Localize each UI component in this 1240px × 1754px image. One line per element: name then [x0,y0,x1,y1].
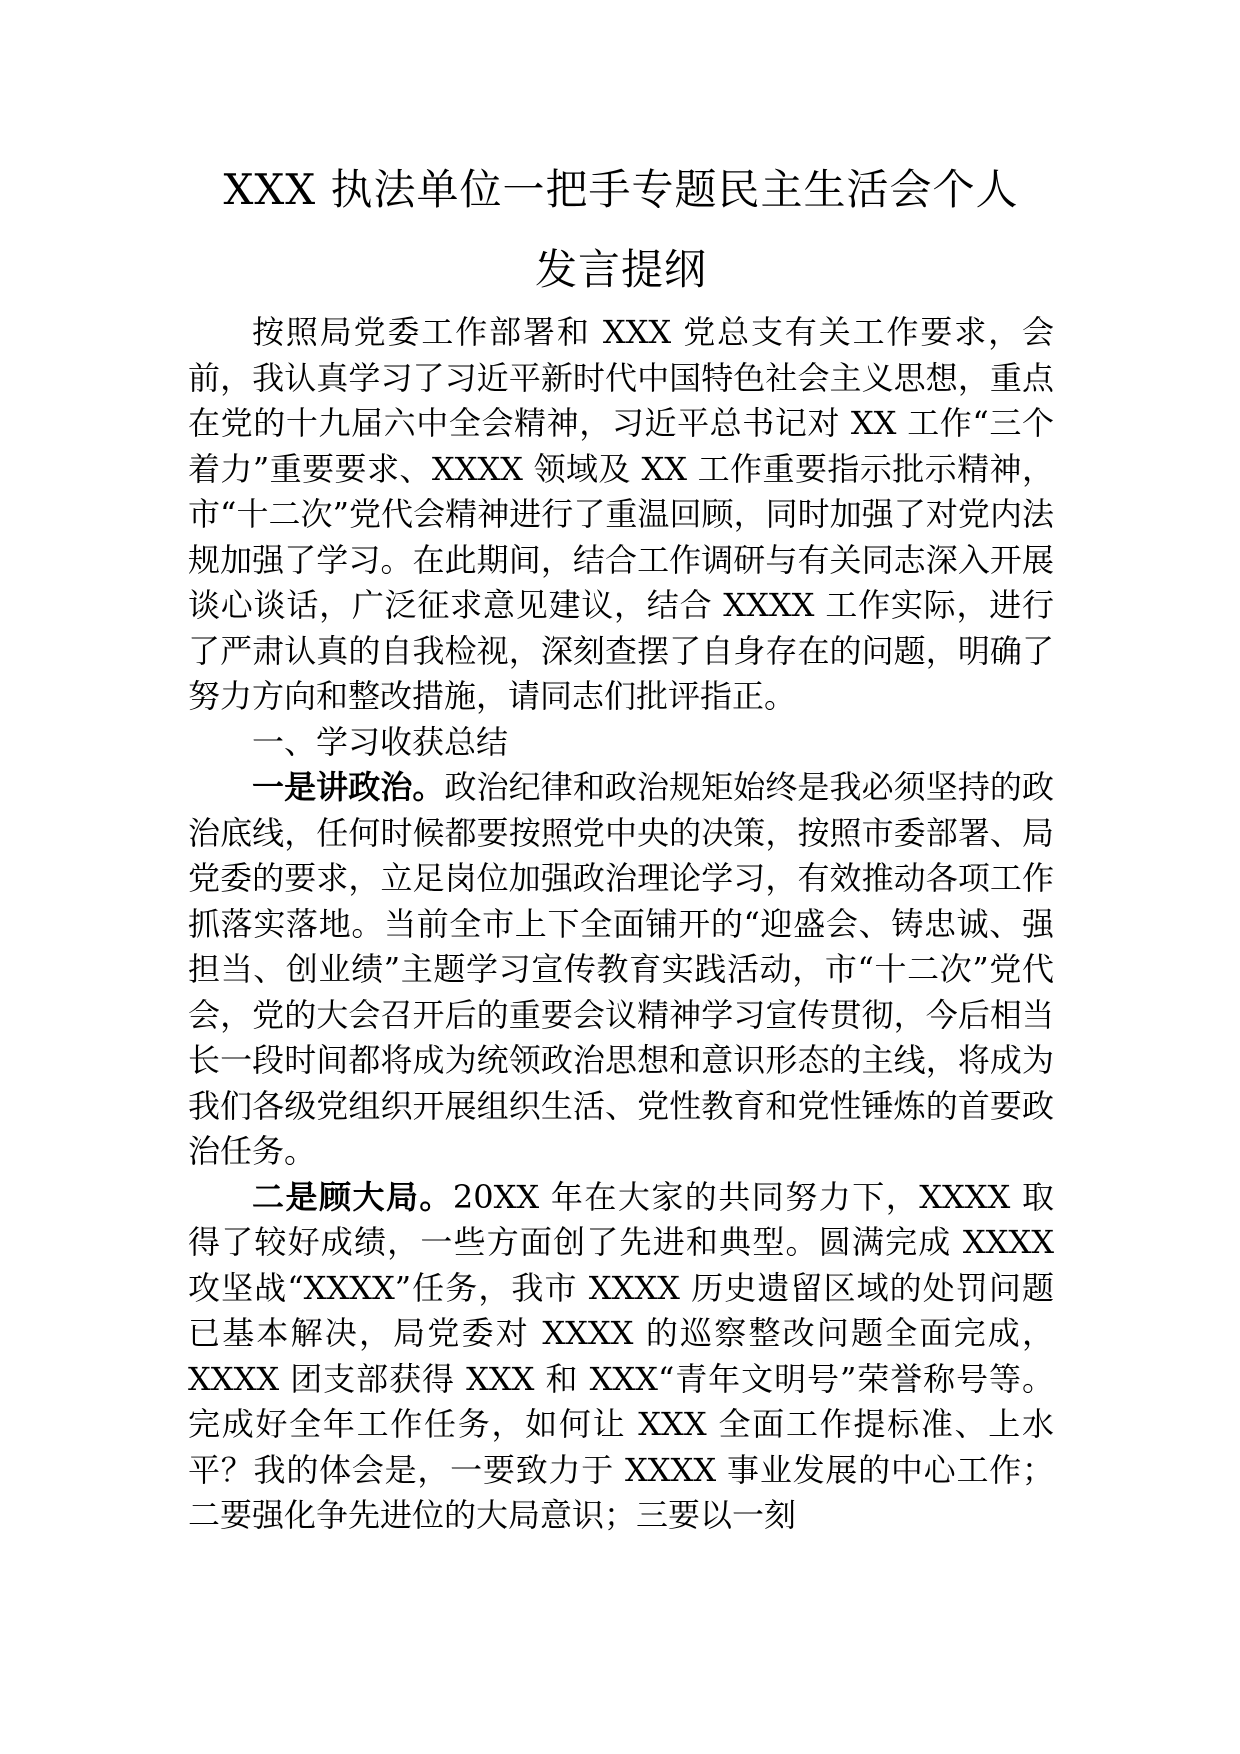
intro-paragraph: 按照局党委工作部署和 XXX 党总支有关工作要求，会前，我认真学习了习近平新时代中国特色社会主义思想，重点在党的十九届六中全会精神，习近平总书记对 XX 工作“三个着力”重要要求、XXXX 领域及 XX 工作重要指示批示精神，市“十二次”党代会精神进行了重温回顾，同时加强了对党内法规加强了学习。在此期间，结合工作调研与有关同志深入开展谈心谈话，广泛征求意见建议，结合 XXXX 工作实际，进行了严肃认真的自我检视，深刻查摆了自身存在的问题，明确了努力方向和整改措施，请同志们批评指正。 [188,313,1054,715]
title-line-2: 发言提纲 [534,245,707,294]
document-page [188,150,1054,1539]
point-1-paragraph [188,765,1054,1175]
point-2-text: 20XX 年在大家的共同努力下，XXXX 取得了较好成绩，一些方面创了先进和典型。圆满完成 XXXX 攻坚战“XXXX”任务，我市 XXXX 历史遗留区域的处罚问题已基本解决，局党委对 XXXX 的巡察整改问题全面完成，XXXX 团支部获得 XXX 和 XXX“青年文明号”荣誉称号等。完成好全年工作任务，如何让 XXX 全面工作提标准、上水平？我的体会是，一要致力于 XXXX 事业发展的中心工作；二要强化争先进位的大局意识；三要以一刻 [188,1177,1054,1534]
document-title [188,150,1054,310]
point-2-paragraph [188,1175,1054,1539]
point-2-lead: 二是顾大局。 [252,1177,453,1216]
section-heading: 一、学习收获总结 [252,722,509,761]
point-1-lead: 一是讲政治。 [252,768,445,806]
point-1-text: 政治纪律和政治规矩始终是我必须坚持的政治底线，任何时候都要按照党中央的决策，按照市委部署、局党委的要求，立足岗位加强政治理论学习，有效推动各项工作抓落实落地。当前全市上下全面铺开的“迎盛会、铸忠诚、强担当、创业绩”主题学习宣传教育实践活动，市“十二次”党代会，党的大会召开后的重要会议精神学习宣传贯彻，今后相当长一段时间都将成为统领政治思想和意识形态的主线，将成为我们各级党组织开展组织生活、党性教育和党性锤炼的首要政治任务。 [188,768,1054,1170]
title-line-1: XXX 执法单位一把手专题民主生活会个人 [223,165,1019,214]
